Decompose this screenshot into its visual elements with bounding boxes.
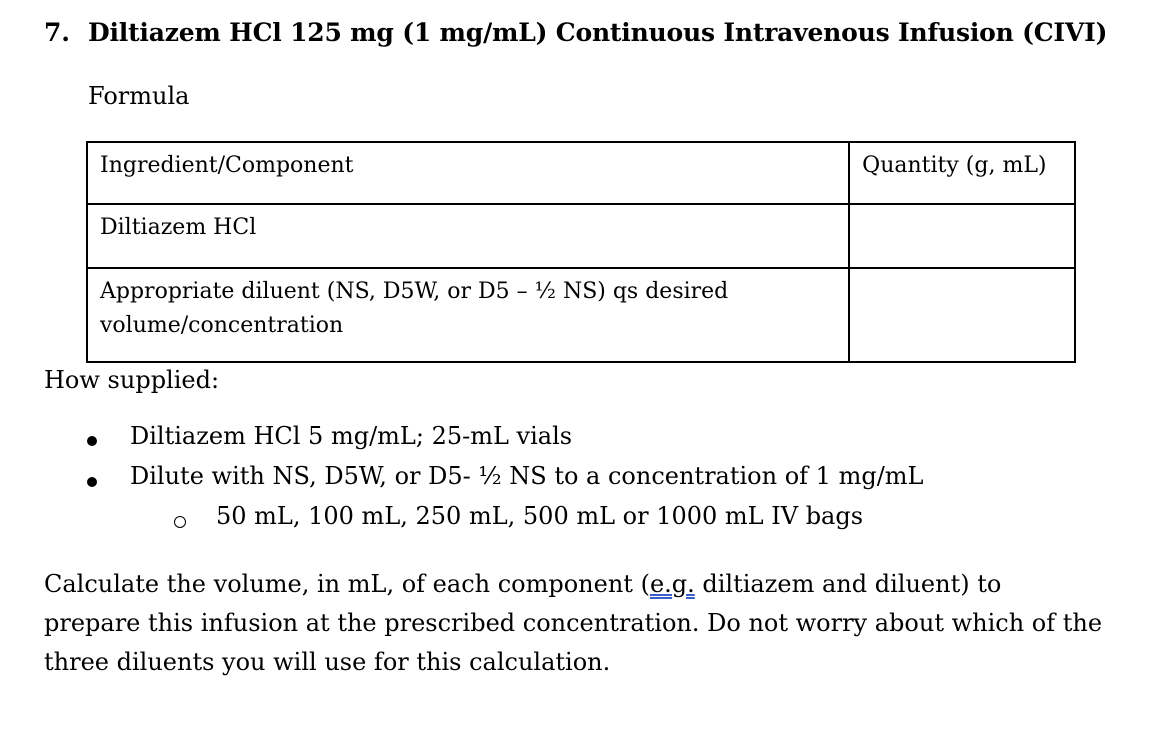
instructions-text: Calculate the volume, in mL, of each component (: [44, 570, 650, 598]
question-number: 7.: [44, 18, 70, 47]
ingredient-header: Ingredient/Component: [87, 142, 849, 204]
sub-list-item: 50 mL, 100 mL, 250 mL, 500 mL or 1000 mL IV bags: [216, 502, 864, 530]
instructions-text: diltiazem and diluent) to prepare this infusion at the prescribed concentration. Do not worry about which of the three diluents you will use for this calculation.: [44, 570, 1103, 676]
quantity-cell[interactable]: [849, 268, 1075, 362]
list-item: Diltiazem HCl 5 mg/mL; 25-mL vials: [130, 422, 573, 450]
circle-bullet-icon: [174, 516, 186, 528]
list-item: Dilute with NS, D5W, or D5- ½ NS to a concentration of 1 mg/mL: [130, 462, 924, 490]
how-supplied-label: How supplied:: [44, 366, 220, 394]
bullet-icon: [87, 477, 97, 487]
question-title: Diltiazem HCl 125 mg (1 mg/mL) Continuous Intravenous Infusion (CIVI): [88, 18, 1108, 47]
quantity-cell[interactable]: [849, 204, 1075, 268]
instructions-paragraph: [44, 565, 1104, 682]
ingredient-line: Appropriate diluent (NS, D5W, or D5 – ½ NS) qs desired: [100, 279, 729, 304]
bullet-icon: [87, 436, 97, 446]
formula-label: Formula: [88, 82, 190, 110]
formula-table: [86, 141, 1076, 363]
quantity-header: Quantity (g, mL): [849, 142, 1075, 204]
table-header-row: [87, 142, 1075, 204]
question-heading: [44, 18, 1107, 47]
ingredient-cell: [87, 268, 849, 362]
eg-abbreviation: e.g.: [649, 570, 695, 598]
ingredient-line: volume/concentration: [100, 313, 344, 338]
ingredient-cell: Diltiazem HCl: [87, 204, 849, 268]
table-row: [87, 204, 1075, 268]
table-row: [87, 268, 1075, 362]
